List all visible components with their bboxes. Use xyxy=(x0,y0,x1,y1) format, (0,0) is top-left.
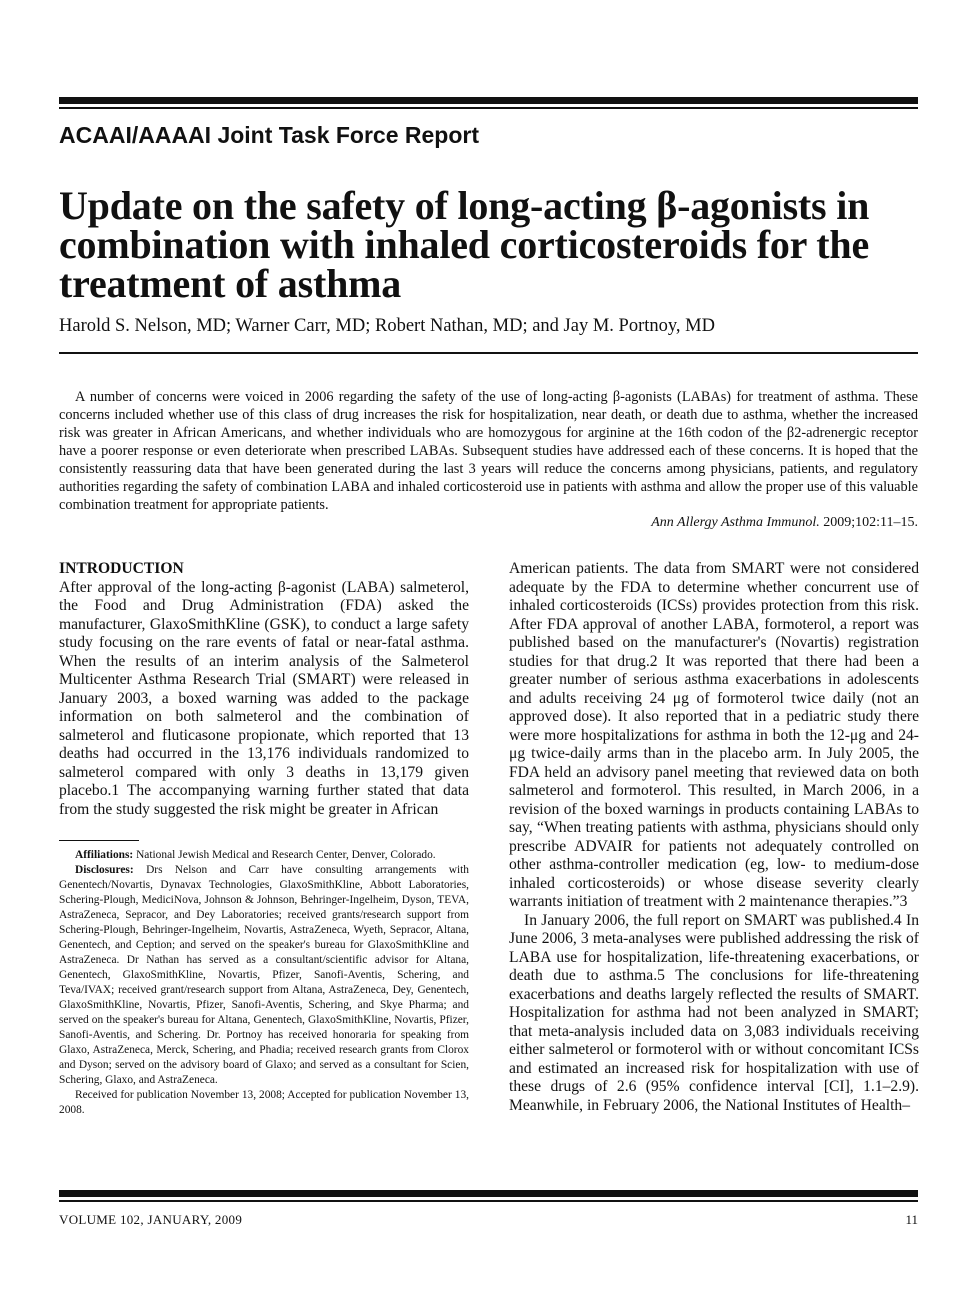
disclosures-label: Disclosures: xyxy=(75,864,134,876)
section-label: ACAAI/AAAAI Joint Task Force Report xyxy=(59,122,480,148)
citation-details: 2009;102:11–15. xyxy=(819,515,918,530)
intro-paragraph: After approval of the long-acting β-agonist (LABA) salmeterol, the Food and Drug Administration (FDA) asked the manufacturer, GlaxoSmithKline (GSK), to conduct a large safety study focusing on the rare events of fatal or near-fatal asthma. When the results of an interim analysis of the Salmeterol Multicenter Asthma Research Trial (SMART) were released in January 2003, a boxed warning was added to the package information on both salmeterol and the combination of salmeterol and fluticasone propionate, which reported that 13 deaths had occurred in the 13,176 individuals randomized to salmeterol compared with only 3 deaths in 13,179 given placebo.1 The accompanying warning further stated that data from the study suggested the risk might be greater in African xyxy=(59,578,469,818)
received-note: Received for publication November 13, 2008; Accepted for publication November 13, 2008. xyxy=(59,1089,469,1116)
header-rule-bottom xyxy=(59,107,918,109)
page-number: 11 xyxy=(905,1212,918,1227)
citation-journal: Ann Allergy Asthma Immunol. xyxy=(651,515,820,530)
author-list: Harold S. Nelson, MD; Warner Carr, MD; Robert Nathan, MD; and Jay M. Portnoy, MD xyxy=(59,316,715,336)
abstract: A number of concerns were voiced in 2006 regarding the safety of the use of long-acting β-agonists (LABAs) for treatment of asthma. These concerns included whether use of this class of drug increases the risk for hospitalization, near death, or death due to asthma, whether the increased risk was greater in African Americans, and whether individuals who are homozygous for arginine at the 16th codon of the β2-adrenergic receptor have a poorer response or even deteriorate when prescribed LABAs. Subsequent studies have addressed each of these concerns. It is hoped that the consistently reassuring data that have been generated during the last 3 years will reduce the concerns among physicians, patients, and regulatory authorities regarding the safety of combination LABA and inhaled corticosteroid use in patients with asthma and allow the proper use of this valuable combination treatment for appropriate patients. xyxy=(59,389,918,513)
footer-volume: VOLUME 102, JANUARY, 2009 xyxy=(59,1212,243,1227)
affiliations-label: Affiliations: xyxy=(75,849,134,861)
right-column xyxy=(509,560,919,1115)
disclosures-note xyxy=(59,863,469,1088)
body-paragraph: American patients. The data from SMART were not considered adequate by the FDA to determine whether concurrent use of inhaled corticosteroids (ICSs) provides protection from this risk. After FDA approval of another LABA, formoterol, a report was published based on the manufacturer's (Novartis) registration studies for that drug.2 It was reported that there had been a greater number of serious asthma exacerbations in adolescents and adults receiving 24 μg of formoterol twice daily (not an approved dose). It also reported that in a pediatric study there were more hospitalizations for asthma in both the 12-μg and 24-μg twice-daily arms than in the placebo arm. In July 2005, the FDA held an advisory panel meeting that reviewed data on both salmeterol and formoterol. This resulted, in March 2006, in a revision of the boxed warnings in products containing LABAs to say, “When treating patients with asthma, physicians should only prescribe ADVAIR for patients not adequately controlled on other asthma-controller medication (eg, low- to medium-dose inhaled corticosteroids) or whose disease severity clearly warrants initiation of treatment with 2 maintenance therapies.”3 xyxy=(509,560,919,910)
affiliations-text: National Jewish Medical and Research Center, Denver, Colorado. xyxy=(133,849,436,861)
footer-rule-bottom xyxy=(59,1200,918,1202)
header-rule-top xyxy=(59,97,918,104)
footer-rule-top xyxy=(59,1190,918,1197)
body-paragraph: In January 2006, the full report on SMART was published.4 In June 2006, 3 meta-analyses were published addressing the risk of LABA use for hospitalization, life-threatening exacerbations, or death due to asthma.5 The conclusions for life-threatening exacerbations and deaths largely reflected the results of SMART. Hospitalization for asthma had not been analyzed in SMART; that meta-analysis included data on 3,083 individuals receiving either salmeterol or formoterol with or without concomitant ICSs and estimated an increased risk for hospitalization with use of these drugs of 2.6 (95% confidence interval [CI], 1.1–2.9). Meanwhile, in February 2006, the National Institutes of Health– xyxy=(509,911,919,1114)
footnotes xyxy=(59,848,469,1118)
affiliations-note xyxy=(59,848,469,863)
section-heading-introduction: INTRODUCTION xyxy=(59,560,184,577)
article-title: Update on the safety of long-acting β-agonists in combination with inhaled corticosteroids for the treatment of asthma xyxy=(59,183,870,306)
citation xyxy=(59,515,918,531)
footnote-rule xyxy=(59,840,139,841)
left-column xyxy=(59,560,469,819)
disclosures-text: Drs Nelson and Carr have consulting arrangements with Genentech/Novartis, Dynavax Technologies, GlaxoSmithKline, Abbott Laboratories, Schering-Plough, MediciNova, Johnson & Johnson, Behringer-Ingelheim, Dyson, TEVA, AstraZeneca, Sepracor, and Dey Laboratories; received grants/research support from Schering-Plough, Behringer-Ingelheim, Novartis, AstraZeneca, Wyeth, Sepracor, Altana, Genentech, and Ception; and served on the speaker's bureau for GlaxoSmithKline and AstraZeneca. Dr Nathan has served as a consultant/scientific advisor for Altana, Genentech, GlaxoSmithKline, Novartis, Pfizer, Sanofi-Aventis, Schering, and Teva/IVAX; received grant/research support from Altana, AstraZeneca, Dey, Genentech, GlaxoSmithKline, Novartis, Pfizer, Sanofi-Aventis, Schering, and Skye Pharma; and served on the speaker's bureau for Altana, Genentech, GlaxoSmithKline, Novartis, Pfizer, Sanofi-Aventis, and Schering. Dr. Portnoy has received honoraria for speaking from Glaxo, AstraZeneca, Merck, Schering, and Phadia; received research grants from Clorox and Dyson; served on the advisory board of Glaxo; and served as a consultant for Scien, Schering, Glaxo, and AstraZeneca. xyxy=(59,864,469,1086)
title-divider xyxy=(59,352,918,354)
